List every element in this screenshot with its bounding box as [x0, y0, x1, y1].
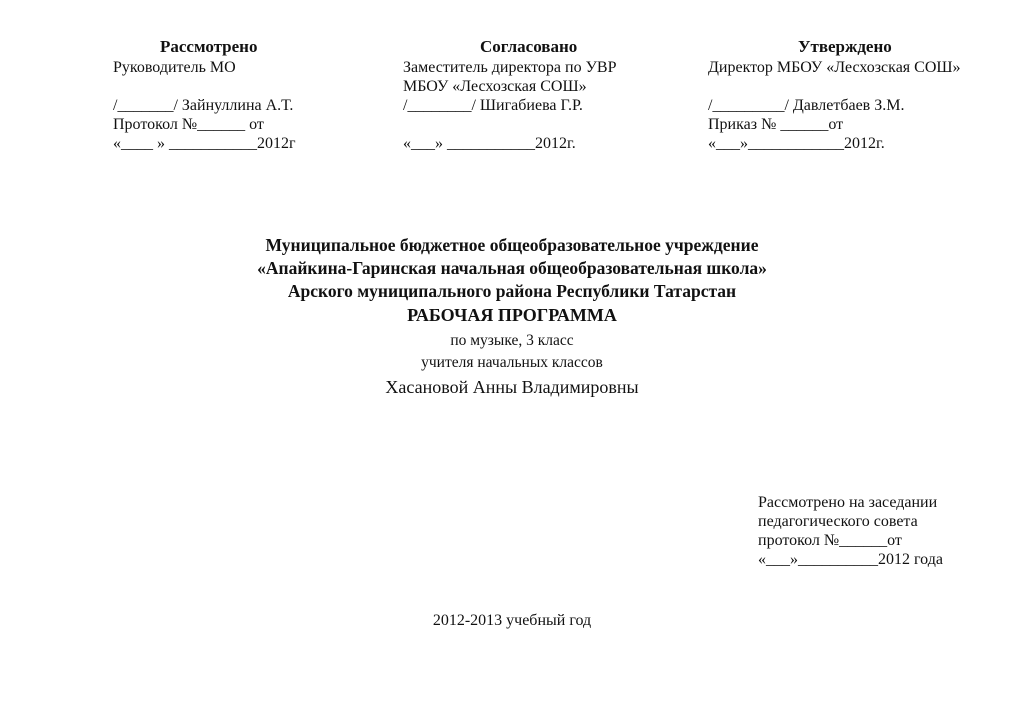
approval-line: «___» ___________2012г. — [403, 135, 576, 152]
council-line: «___»__________2012 года — [758, 551, 943, 568]
teacher-role: учителя начальных классов — [421, 354, 603, 371]
approval-line — [708, 77, 961, 96]
approval-block-approved — [708, 58, 961, 153]
approval-heading-agreed: Согласовано — [480, 37, 578, 56]
approval-line — [403, 115, 616, 134]
approval-line: Руководитель МО — [113, 59, 236, 76]
approval-line: МБОУ «Лесхозская СОШ» — [403, 78, 587, 95]
council-line: педагогического совета — [758, 513, 918, 530]
institution-line-3: Арского муниципального района Республики Татарстан — [287, 281, 737, 301]
council-line: Рассмотрено на заседании — [758, 494, 938, 511]
program-subject: по музыке, 3 класс — [450, 332, 574, 349]
program-title: РАБОЧАЯ ПРОГРАММА — [407, 305, 617, 325]
approval-line — [113, 77, 296, 96]
teacher-name: Хасановой Анны Владимировны — [385, 377, 639, 397]
council-block — [758, 493, 943, 569]
approval-heading-reviewed: Рассмотрено — [160, 37, 258, 56]
approval-line: «___»____________2012г. — [708, 135, 885, 152]
approval-line: «____ » ___________2012г — [113, 135, 296, 152]
approval-block-reviewed — [113, 58, 296, 153]
approval-line: /_______/ Зайнуллина А.Т. — [113, 97, 294, 114]
academic-year: 2012-2013 учебный год — [432, 612, 592, 629]
institution-line-2: «Апайкина-Гаринская начальная общеобразовательная школа» — [257, 258, 767, 278]
approval-line: Приказ № ______от — [708, 116, 844, 133]
approval-line: Протокол №______ от — [113, 116, 264, 133]
approval-heading-approved: Утверждено — [798, 37, 892, 56]
approval-line: /_________/ Давлетбаев З.М. — [708, 97, 905, 114]
council-line: протокол №______от — [758, 532, 902, 549]
approval-line: Заместитель директора по УВР — [403, 59, 617, 76]
approval-line: Директор МБОУ «Лесхозская СОШ» — [708, 59, 961, 76]
institution-line-1: Муниципальное бюджетное общеобразовательное учреждение — [265, 235, 759, 255]
approval-line: /________/ Шигабиева Г.Р. — [403, 97, 583, 114]
approval-block-agreed — [403, 58, 616, 153]
